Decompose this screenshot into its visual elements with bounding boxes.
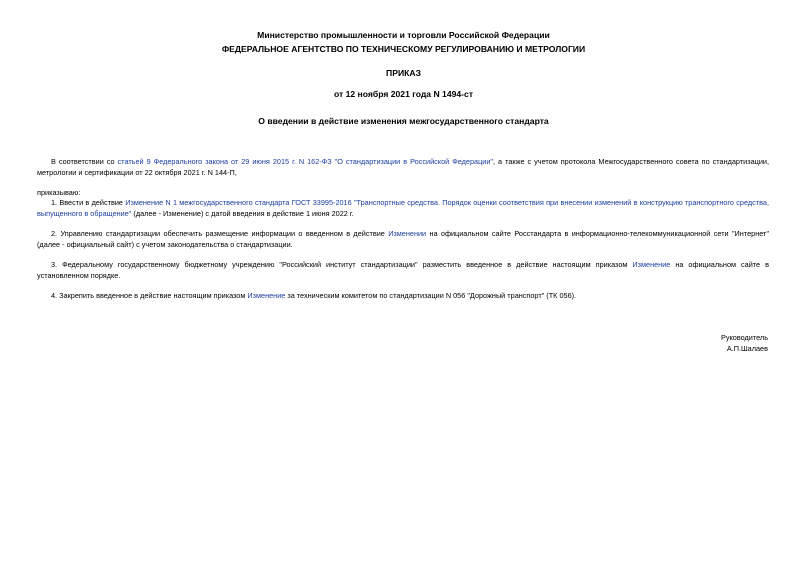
amendment-link-item-4[interactable]: Изменение — [247, 291, 286, 300]
item-2-text-end: на официальном сайте Росстандарта в информационно-телекоммуникационной сети "Интернет" (далее - официальный сайт) с учетом законодательства о стандартизации. — [37, 229, 769, 249]
preamble-text-start: В соответствии со — [51, 157, 118, 166]
item-1-text-end: (далее - Изменение) с датой введения в действие 1 июня 2022 г. — [131, 209, 354, 218]
item-2-text-start: 2. Управлению стандартизации обеспечить размещение информации о введенном в действие — [51, 229, 389, 238]
signatory-role: Руководитель — [720, 333, 768, 342]
paragraph-preamble — [37, 156, 769, 178]
order-date: от 12 ноября 2021 года N 1494-ст — [333, 89, 474, 99]
item-1-text-start: 1. Ввести в действие — [51, 198, 126, 207]
item-4-text-end: за техническим комитетом по стандартизации N 056 "Дорожный транспорт" (ТК 056). — [285, 291, 577, 300]
item-4-text-start: 4. Закрепить введенное в действие настоящим приказом — [51, 291, 248, 300]
ministry-heading: Министерство промышленности и торговли Российской Федерации — [257, 30, 550, 40]
signatory-name: А.П.Шалаев — [726, 344, 768, 353]
law-article-link[interactable]: статьей 9 Федерального закона от 29 июня 2015 г. N 162-ФЗ "О стандартизации в Российской Федерации" — [117, 157, 494, 166]
amendment-link-item-3[interactable]: Изменение — [632, 260, 671, 269]
paragraph-item-3 — [37, 259, 769, 281]
standard-amendment-link[interactable]: Изменение N 1 межгосударственного стандарта ГОСТ 33995-2016 "Транспортные средства. Порядок оценки соответствия при внесении изменений в конструкцию транспортного средства, выпущенного в обращение" — [37, 198, 769, 218]
paragraph-item-2 — [37, 228, 769, 250]
paragraph-item-1 — [37, 197, 769, 219]
amendment-link-item-2[interactable]: Изменении — [388, 229, 427, 238]
paragraph-item-4 — [37, 290, 769, 301]
paragraph-order-word: приказываю: — [37, 188, 81, 197]
preamble-text-end: , а также с учетом протокола Межгосударственного совета по стандартизации, метрологии и сертификации от 22 октября 2021 г. N 144-П, — [37, 157, 770, 177]
order-title: ПРИКАЗ — [386, 68, 421, 78]
item-3-text-start: 3. Федеральному государственному бюджетному учреждению "Российский институт стандартизации" разместить введенное в действие настоящим приказом — [51, 260, 633, 269]
item-3-text-end: на официальном сайте в установленном порядке. — [37, 260, 769, 280]
order-subject: О введении в действие изменения межгосударственного стандарта — [258, 116, 549, 126]
agency-heading: ФЕДЕРАЛЬНОЕ АГЕНТСТВО ПО ТЕХНИЧЕСКОМУ РЕГУЛИРОВАНИЮ И МЕТРОЛОГИИ — [221, 44, 586, 54]
